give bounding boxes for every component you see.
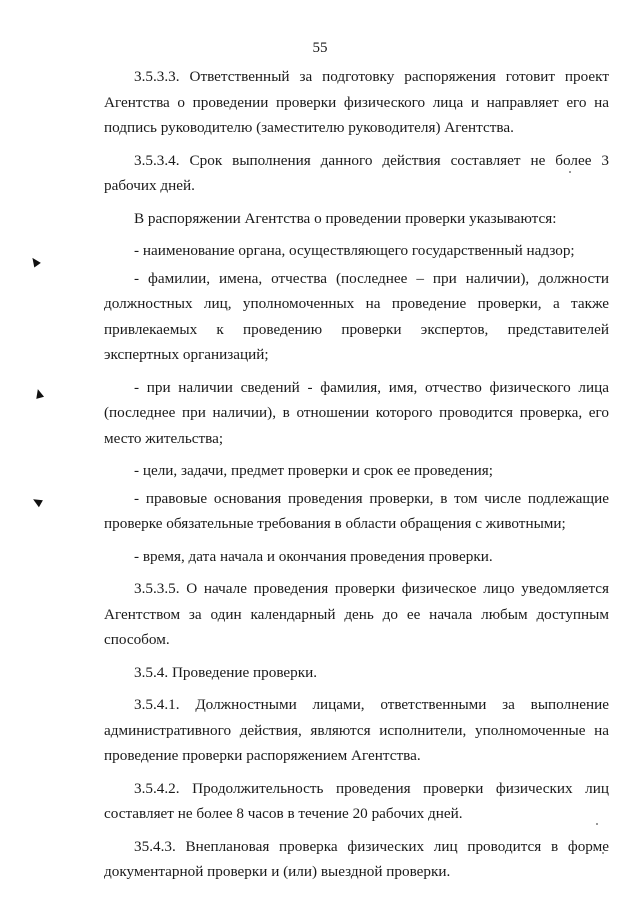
paragraph-3-5-4-1: 3.5.4.1. Должностными лицами, ответственными за выполнение административного действия, являются исполнители, уполномоченные на проведение проверки распоряжением Агентства.	[104, 696, 609, 764]
paragraph-3-5-3-4: 3.5.3.4. Срок выполнения данного действия составляет не более 3 рабочих дней.	[104, 151, 609, 194]
paragraph-3-5-3-5: 3.5.3.5. О начале проведения проверки физическое лицо уведомляется Агентством за один календарный день до ее начала любым доступным способом.	[104, 580, 609, 648]
paragraph-order-contents-intro: В распоряжении Агентства о проведении проверки указываются:	[134, 209, 557, 227]
page-number: 55	[312, 40, 328, 56]
list-item-goals: - цели, задачи, предмет проверки и срок ее проведения;	[134, 462, 493, 479]
list-item-officials: - фамилии, имена, отчества (последнее – при наличии), должности должностных лиц, уполномоченных на проведение проверки, а также привлекаемых к проведению проверки экспертов, представителей экспертных организаций;	[104, 269, 609, 363]
margin-mark-3	[31, 496, 43, 507]
margin-mark-1	[29, 256, 41, 268]
document-body	[104, 64, 609, 892]
paragraph-35-4-3: 35.4.3. Внеплановая проверка физических лиц проводится в форме документарной проверки и (или) выездной проверки.	[104, 837, 609, 880]
list-item-legal-basis: - правовые основания проведения проверки, в том числе подлежащие проверке обязательные требования в области обращения с животными;	[104, 489, 609, 532]
list-item-authority-name: - наименование органа, осуществляющего государственный надзор;	[134, 242, 575, 259]
paragraph-3-5-4-2: 3.5.4.2. Продолжительность проведения проверки физических лиц составляет не более 8 часов в течение 20 рабочих дней.	[104, 779, 609, 822]
margin-mark-2	[34, 388, 44, 399]
paragraph-3-5-3-3: 3.5.3.3. Ответственный за подготовку распоряжения готовит проект Агентства о проведении проверки физического лица и направляет его на подпись руководителю (заместителю руководителя) Агентства.	[104, 68, 609, 136]
heading-3-5-4: 3.5.4. Проведение проверки.	[134, 663, 318, 681]
list-item-time-dates: - время, дата начала и окончания проведения проверки.	[134, 547, 493, 565]
list-item-person-details: - при наличии сведений - фамилия, имя, отчество физического лица (последнее при наличии), в отношении которого проводится проверка, его место жительства;	[104, 378, 609, 447]
